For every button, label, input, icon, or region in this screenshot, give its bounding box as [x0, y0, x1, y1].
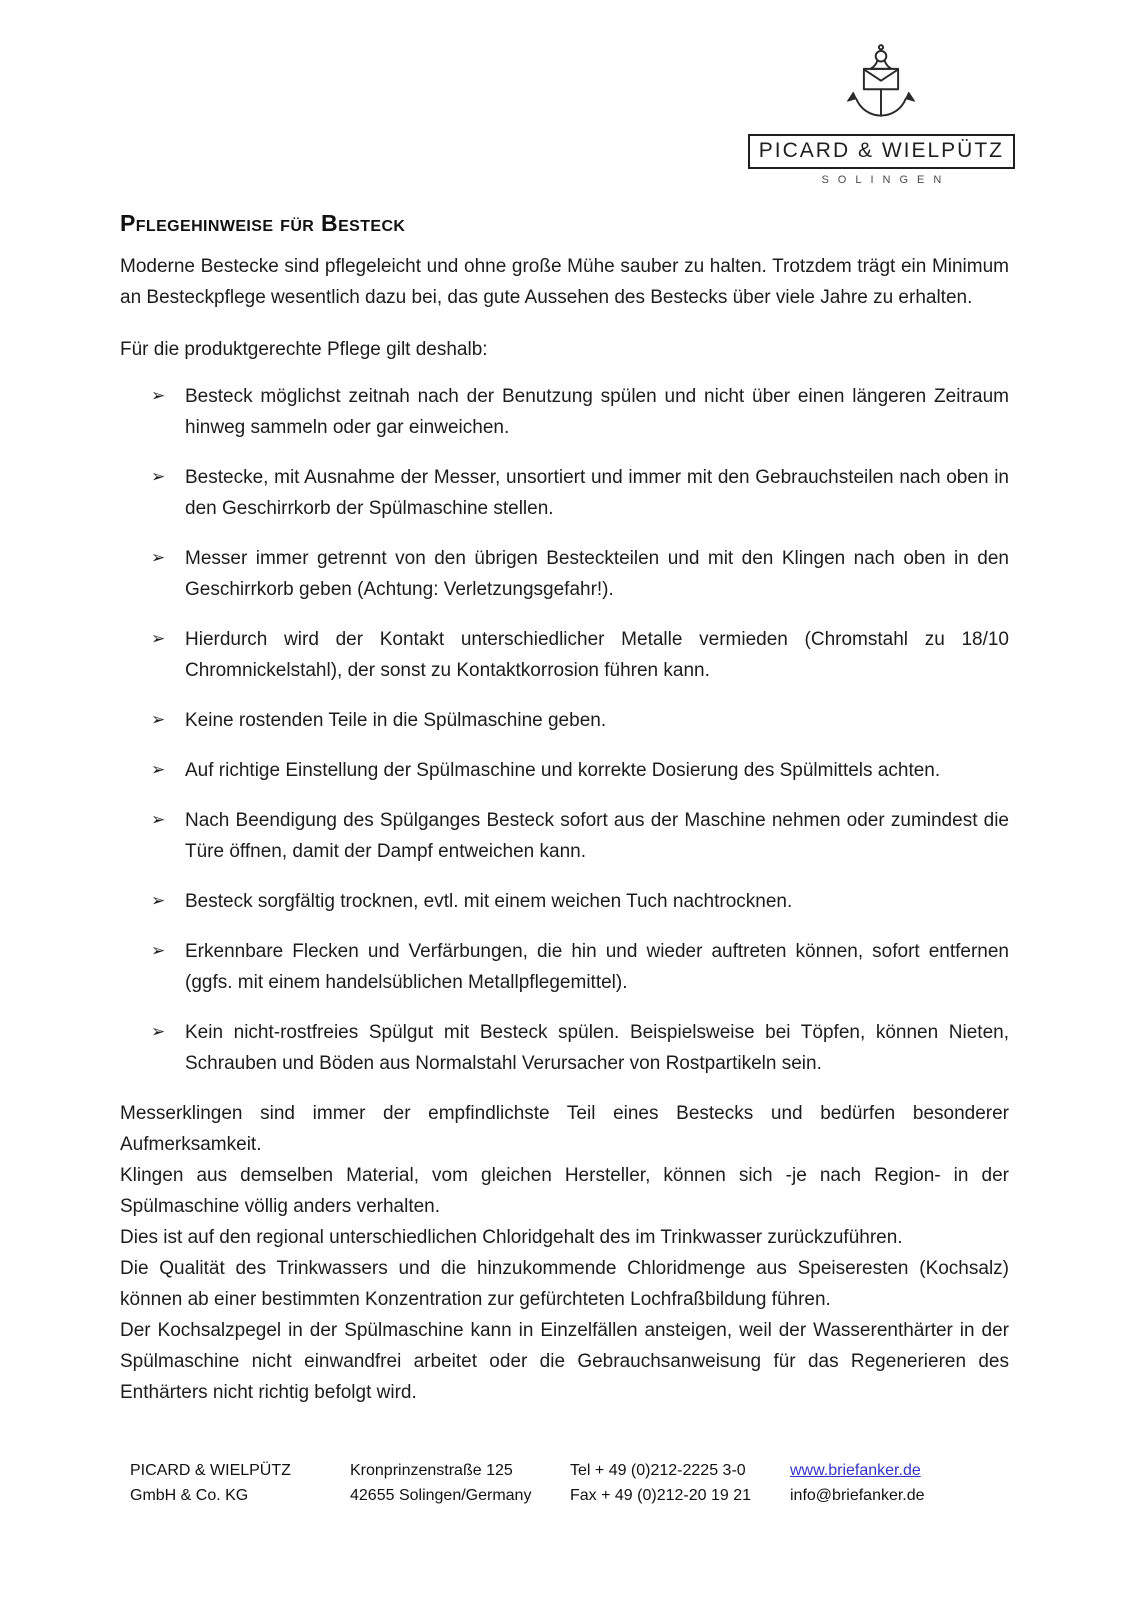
- footer-contact: [790, 1458, 925, 1508]
- list-item: [120, 624, 1009, 686]
- arrow-bullet-icon: ➢: [151, 467, 166, 487]
- arrow-bullet-icon: ➢: [151, 760, 166, 780]
- list-item-text: Auf richtige Einstellung der Spülmaschine und korrekte Dosierung des Spülmittels achten.: [185, 760, 941, 781]
- arrow-bullet-icon: ➢: [151, 548, 166, 568]
- list-item: [120, 936, 1009, 998]
- arrow-bullet-icon: ➢: [151, 1022, 166, 1042]
- list-item: [120, 543, 1009, 605]
- list-item: [120, 381, 1009, 443]
- care-instructions-list: [120, 381, 1009, 1079]
- footer-company: [130, 1458, 350, 1508]
- arrow-bullet-icon: ➢: [151, 710, 166, 730]
- list-item: [120, 886, 1009, 917]
- brand-name: PICARD & WIELPÜTZ: [748, 134, 1015, 169]
- closing-paragraph: Der Kochsalzpegel in der Spülmaschine kann in Einzelfällen ansteigen, weil der Wasserenthärter in der Spülmaschine nicht einwandfrei arbeitet oder die Gebrauchsanweisung für das Regenerieren des Enthärters nicht richtig befolgt wird.: [120, 1320, 1009, 1403]
- closing-paragraph: Dies ist auf den regional unterschiedlichen Chloridgehalt des im Trinkwasser zurückzuführen.: [120, 1227, 903, 1248]
- list-item: [120, 805, 1009, 867]
- anchor-envelope-icon: [840, 44, 922, 132]
- list-item: [120, 1017, 1009, 1079]
- arrow-bullet-icon: ➢: [151, 891, 166, 911]
- list-item-text: Besteck möglichst zeitnah nach der Benutzung spülen und nicht über einen längeren Zeitraum hinweg sammeln oder gar einweichen.: [185, 386, 1009, 438]
- footer-email: info@briefanker.de: [790, 1487, 925, 1504]
- list-item-text: Hierdurch wird der Kontakt unterschiedlicher Metalle vermieden (Chromstahl zu 18/10 Chromnickelstahl), der sonst zu Kontaktkorrosion führen kann.: [185, 629, 1009, 681]
- list-item: [120, 755, 1009, 786]
- footer-tel: Tel + 49 (0)212-2225 3-0: [570, 1462, 746, 1479]
- company-logo: [748, 44, 1015, 186]
- document-body: [0, 210, 1131, 1408]
- footer-fax: Fax + 49 (0)212-20 19 21: [570, 1487, 752, 1504]
- list-item-text: Nach Beendigung des Spülganges Besteck sofort aus der Maschine nehmen oder zumindest die Türe öffnen, damit der Dampf entweichen kann.: [185, 810, 1009, 862]
- list-item-text: Erkennbare Flecken und Verfärbungen, die hin und wieder auftreten können, sofort entfernen (ggfs. mit einem handelsüblichen Metallpflegemittel).: [185, 941, 1009, 993]
- footer-company-form: GmbH & Co. KG: [130, 1487, 249, 1504]
- arrow-bullet-icon: ➢: [151, 941, 166, 961]
- footer-address: [350, 1458, 570, 1508]
- list-item: [120, 462, 1009, 524]
- page-footer: [130, 1458, 925, 1508]
- closing-paragraph: Die Qualität des Trinkwassers und die hinzukommende Chloridmenge aus Speiseresten (Kochsalz) können ab einer bestimmten Konzentration zur gefürchteten Lochfraßbildung führen.: [120, 1258, 1009, 1310]
- footer-company-name: PICARD & WIELPÜTZ: [130, 1462, 291, 1479]
- list-item-text: Besteck sorgfältig trocknen, evtl. mit einem weichen Tuch nachtrocknen.: [185, 891, 793, 912]
- list-item-text: Keine rostenden Teile in die Spülmaschine geben.: [185, 710, 607, 731]
- arrow-bullet-icon: ➢: [151, 629, 166, 649]
- footer-phone: [570, 1458, 790, 1508]
- footer-street: Kronprinzenstraße 125: [350, 1462, 513, 1479]
- list-item: [120, 705, 1009, 736]
- intro-paragraph: Moderne Bestecke sind pflegeleicht und ohne große Mühe sauber zu halten. Trotzdem trägt ein Minimum an Besteckpflege wesentlich dazu bei, das gute Aussehen des Bestecks über viele Jahre zu erhalten.: [120, 256, 1009, 308]
- arrow-bullet-icon: ➢: [151, 810, 166, 830]
- website-link[interactable]: www.briefanker.de: [790, 1462, 921, 1479]
- list-item-text: Kein nicht-rostfreies Spülgut mit Besteck spülen. Beispielsweise bei Töpfen, können Nieten, Schrauben und Böden aus Normalstahl Verursacher von Rostpartikeln sein.: [185, 1022, 1009, 1074]
- closing-paragraph: Messerklingen sind immer der empfindlichste Teil eines Bestecks und bedürfen besonderer Aufmerksamkeit.: [120, 1103, 1009, 1155]
- list-item-text: Bestecke, mit Ausnahme der Messer, unsortiert und immer mit den Gebrauchsteilen nach oben in den Geschirrkorb der Spülmaschine stellen.: [185, 467, 1009, 519]
- closing-section: [120, 1098, 1009, 1408]
- brand-city: SOLINGEN: [821, 174, 951, 186]
- page-title: Pflegehinweise für Besteck: [120, 210, 406, 236]
- list-intro: Für die produktgerechte Pflege gilt deshalb:: [120, 339, 488, 360]
- closing-paragraph: Klingen aus demselben Material, vom gleichen Hersteller, können sich -je nach Region- in der Spülmaschine völlig anders verhalten.: [120, 1165, 1009, 1217]
- arrow-bullet-icon: ➢: [151, 386, 166, 406]
- page-header: [0, 0, 1131, 186]
- footer-city: 42655 Solingen/Germany: [350, 1487, 532, 1504]
- list-item-text: Messer immer getrennt von den übrigen Besteckteilen und mit den Klingen nach oben in den Geschirrkorb geben (Achtung: Verletzungsgefahr!).: [185, 548, 1009, 600]
